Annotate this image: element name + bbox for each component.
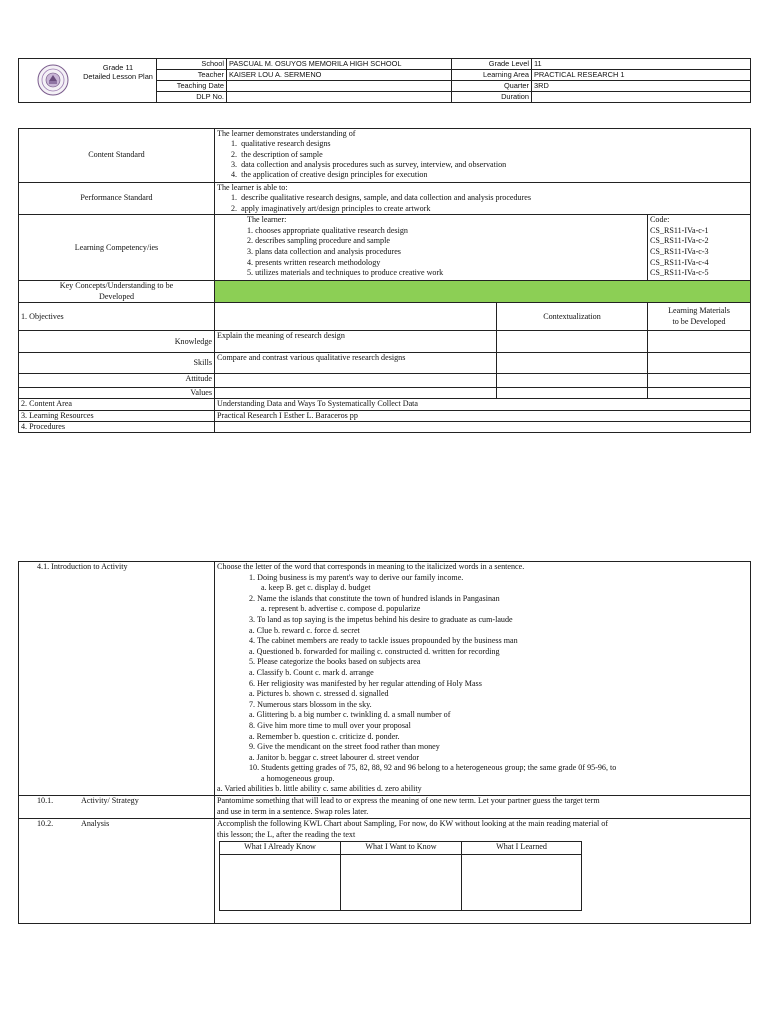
intro-line: 6. Her religiosity was manifested by her regular attending of Holy Mass [249,678,482,688]
list-item: 1. chooses appropriate qualitative research design [247,225,408,235]
content-standard-intro: The learner demonstrates understanding of [217,129,356,138]
empty-cell [648,353,751,374]
intro-line: a. Varied abilities b. little ability c. same abilities d. zero ability [217,784,422,794]
values-label: Values [19,388,215,399]
code-cell [648,215,751,281]
intro-line: a. Questioned b. forwarded for mailing c. constructed d. written for recording [249,646,500,656]
header-label: DLP No. [157,92,227,103]
header-value [227,81,452,92]
header-label: School [157,59,227,70]
intro-activity-label: 4.1. Introduction to Activity [19,562,215,796]
key-concepts-cell [215,281,751,303]
header-logo-cell [19,59,157,103]
list-item: 2. apply imaginatively art/design principles to create artwork [231,203,431,213]
header-grade: Grade 11 [102,63,134,72]
intro-line: 10. Students getting grades of 75, 82, 88, 92 and 96 belong to a heterogeneous group; the same grade 0f 95-96, to [249,763,617,773]
procedures-label: 4. Procedures [19,421,215,432]
competency-intro: The learner: [247,215,287,225]
standards-table [18,128,751,433]
code-item: CS_RS11-IVa-c-3 [650,246,709,256]
procedures-table [18,561,751,924]
header-value: PRACTICAL RESEARCH 1 [532,70,751,81]
empty-cell [497,388,648,399]
code-item: CS_RS11-IVa-c-4 [650,257,709,267]
intro-line: 8. Give him more time to mull over your proposal [249,720,411,730]
content-standard-cell [215,129,751,183]
header-value [227,92,452,103]
skills-label: Skills [19,353,215,374]
deped-seal-icon [37,64,69,96]
empty-cell [497,331,648,353]
resources-value: Practical Research I Esther L. Baraceros pp [215,410,751,421]
intro-line: 7. Numerous stars blossom in the sky. [249,699,372,709]
knowledge-label: Knowledge [19,331,215,353]
activity-cell: Pantomime something that will lead to or express the meaning of one new term. Let your partner guess the target term and use in term in a sentence. Swap roles later. [215,796,751,819]
intro-line: a. Pictures b. shown c. stressed d. signalled [249,689,389,699]
kwl-cell-know[interactable] [220,855,341,911]
header-plan-type: Detailed Lesson Plan [83,72,153,81]
intro-line: a homogeneous group. [261,773,335,783]
header-label: Duration [452,92,532,103]
header-value: 3RD [532,81,751,92]
content-area-value: Understanding Data and Ways To Systematically Collect Data [215,399,751,410]
attitude-label: Attitude [19,374,215,388]
header-table [18,58,751,103]
objectives-blank [215,303,497,331]
code-item: CS_RS11-IVa-c-5 [650,268,709,278]
kwl-header: What I Learned [462,842,582,855]
skills-value: Compare and contrast various qualitative research designs [215,353,497,374]
performance-standard-label: Performance Standard [19,183,215,215]
list-item: 2. describes sampling procedure and sample [247,236,390,246]
intro-activity-cell [215,562,751,796]
analysis-cell: Accomplish the following KWL Chart about Sampling, For now, do KW without looking at the main reading material of this lesson; the L, after the reading the text What I Already Know What I Want to Know What I Learned [215,819,751,924]
intro-line: a. Remember b. question c. criticize d. ponder. [249,731,400,741]
header-value [532,92,751,103]
intro-line: 4. The cabinet members are ready to tackle issues propounded by the business man [249,636,518,646]
kwl-header: What I Already Know [220,842,341,855]
list-item: 5. utilizes materials and techniques to produce creative work [247,268,444,278]
header-label: Learning Area [452,70,532,81]
intro-line: 1. Doing business is my parent's way to derive our family income. [249,572,464,582]
intro-line: 2. Name the islands that constitute the town of hundred islands in Pangasinan [249,593,500,603]
intro-lines [217,573,748,795]
intro-line: 3. To land as top saying is the impetus behind his desire to graduate as cum-laude [249,614,513,624]
intro-line: 5. Please categorize the books based on subjects area [249,657,421,667]
objectives-label: 1. Objectives [19,303,215,331]
competency-label: Learning Competency/ies [19,215,215,281]
list-item: 3. plans data collection and analysis procedures [247,246,401,256]
empty-cell [648,331,751,353]
kwl-chart [219,841,582,911]
intro-line: 9. Give the mendicant on the street food rather than money [249,742,440,752]
header-value: PASCUAL M. OSUYOS MEMORILA HIGH SCHOOL [227,59,452,70]
intro-line: a. Clue b. reward c. force d. secret [249,625,360,635]
code-item: CS_RS11-IVa-c-1 [650,225,709,235]
empty-cell [215,388,497,399]
intro-line: a. represent b. advertise c. compose d. popularize [261,604,421,614]
code-item: CS_RS11-IVa-c-2 [650,236,709,246]
empty-cell [648,374,751,388]
empty-cell [648,388,751,399]
kwl-header: What I Want to Know [341,842,462,855]
list-item: 4. the application of creative design principles for execution [231,170,428,180]
resources-label: 3. Learning Resources [19,410,215,421]
header-label: Teacher [157,70,227,81]
kwl-cell-learned[interactable] [462,855,582,911]
knowledge-value: Explain the meaning of research design [215,331,497,353]
empty-cell [497,353,648,374]
analysis-label: 10.2. Analysis [19,819,215,924]
intro-line: a. Glittering b. a big number c. twinkling d. a small number of [249,710,451,720]
intro-line: a. Classify b. Count c. mark d. arrange [249,667,374,677]
list-item: 1. describe qualitative research designs, sample, and data collection and analysis procedures [231,193,532,203]
header-value: KAISER LOU A. SERMENO [227,70,452,81]
intro-line: a. keep B. get c. display d. budget [261,583,371,593]
empty-cell [215,374,497,388]
performance-standard-intro: The learner is able to: [217,183,288,192]
header-label: Teaching Date [157,81,227,92]
key-concepts-label: Key Concepts/Understanding to be Developed [19,281,215,303]
performance-standard-cell [215,183,751,215]
header-label: Grade Level [452,59,532,70]
empty-cell [215,421,751,432]
header-value: 11 [532,59,751,70]
list-item: 4. presents written research methodology [247,257,381,267]
content-area-label: 2. Content Area [19,399,215,410]
kwl-cell-want[interactable] [341,855,462,911]
content-standard-label: Content Standard [19,129,215,183]
list-item: 2. the description of sample [231,149,323,159]
intro-line: a. Janitor b. beggar c. street labourer d. street vendor [249,752,420,762]
empty-cell [497,374,648,388]
list-item: 3. data collection and analysis procedures such as survey, interview, and observation [231,159,507,169]
learning-materials-label: Learning Materials to be Developed [648,303,751,331]
header-label: Quarter [452,81,532,92]
activity-label: 10.1. Activity/ Strategy [19,796,215,819]
code-label: Code: [650,215,670,225]
competency-cell [215,215,648,281]
list-item: 1. qualitative research designs [231,139,331,149]
intro-instruction: Choose the letter of the word that corresponds in meaning to the italicized words in a sentence. [217,562,525,571]
contextualization-label: Contextualization [497,303,648,331]
